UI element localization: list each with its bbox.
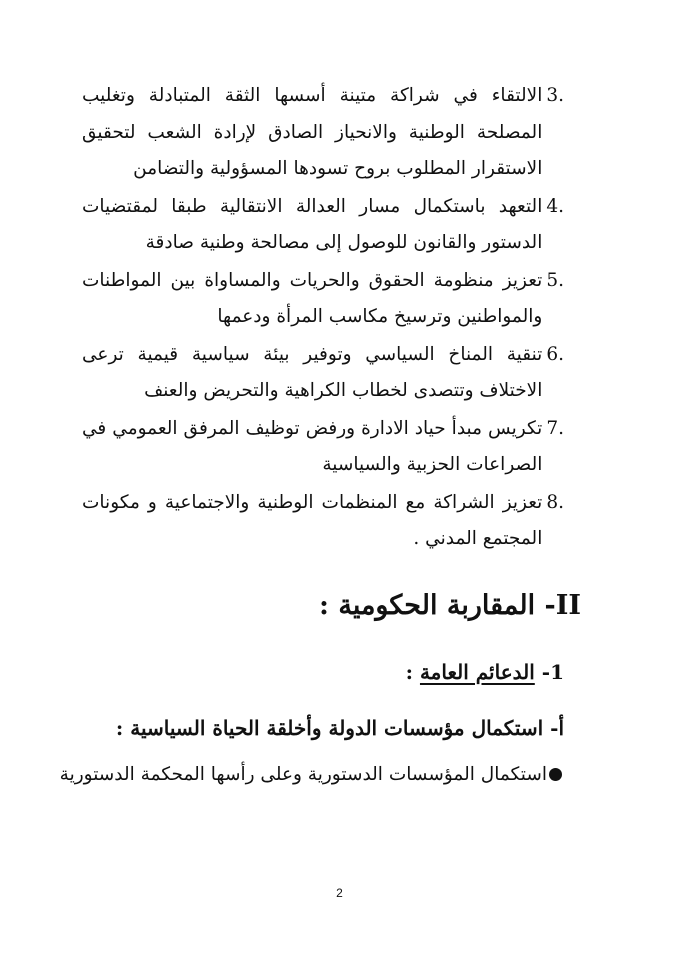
subsection-heading (406, 660, 564, 684)
item-number: 7. (546, 417, 564, 439)
item-text: تعزيز منظومة الحقوق والحريات والمساواة بين المواطنات والمواطنين وترسيخ مكاسب المرأة ودعمها (82, 269, 543, 327)
item-number: 4. (546, 195, 564, 217)
list-item-5 (82, 263, 564, 336)
item-text: تعزيز الشراكة مع المنظمات الوطنية والاجتماعية و مكونات المجتمع المدني . (82, 491, 543, 549)
numbered-list (82, 78, 564, 559)
item-number: 6. (546, 343, 564, 365)
subsubsection-heading (116, 716, 564, 740)
list-item-4 (82, 189, 564, 262)
item-text: التعهد باستكمال مسار العدالة الانتقالية طبقا لمقتضيات الدستور والقانون للوصول إلى مصالحة وطنية صادقة (82, 195, 543, 253)
bullet-icon (549, 768, 562, 781)
bullet-item (60, 764, 562, 785)
section-number: II- (544, 590, 581, 621)
subsubsection-number: أ- (550, 716, 564, 740)
subsubsection-title: استكمال مؤسسات الدولة وأخلقة الحياة السياسية : (115, 716, 544, 740)
subsection-title: الدعائم العامة (419, 660, 535, 684)
item-text: تنقية المناخ السياسي وتوفير بيئة سياسية قيمية ترعى الاختلاف وتتصدى لخطاب الكراهية والتحريض والعنف (82, 343, 543, 401)
list-item-3 (82, 78, 564, 188)
section-heading (319, 590, 581, 621)
section-title: المقاربة الحكومية : (318, 590, 536, 621)
list-item-8 (82, 485, 564, 558)
item-text: تكريس مبدأ حياد الادارة ورفض توظيف المرفق العمومي في الصراعات الحزبية والسياسية (82, 417, 543, 475)
list-item-6 (82, 337, 564, 410)
subsection-suffix: : (405, 660, 420, 684)
item-number: 5. (546, 269, 564, 291)
item-number: 8. (546, 491, 564, 513)
page-number: 2 (336, 886, 343, 900)
list-item-7 (82, 411, 564, 484)
bullet-text: استكمال المؤسسات الدستورية وعلى رأسها المحكمة الدستورية (59, 764, 547, 785)
item-text: الالتقاء في شراكة متينة أسسها الثقة المتبادلة وتغليب المصلحة الوطنية والانحياز الصادق لإرادة الشعب لتحقيق الاستقرار المطلوب بروح تسودها المسؤولية والتضامن (82, 85, 543, 179)
item-number: 3. (546, 85, 564, 106)
subsection-number: 1- (541, 660, 564, 684)
